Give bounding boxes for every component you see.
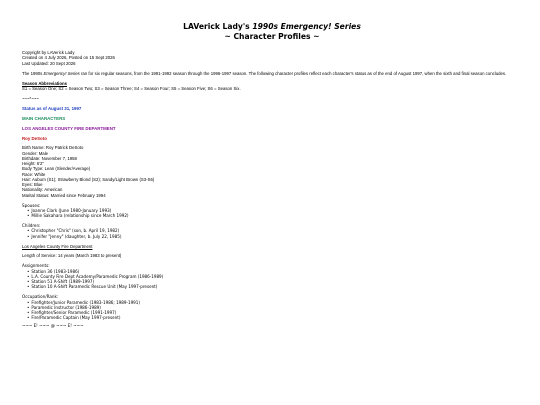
- list-item: • Station 51 A-Shift (1989-1997): [27, 279, 522, 284]
- list-item: • Christopher "Chris" (son, b. April 19, 1982): [27, 228, 522, 233]
- character-facts: [22, 145, 522, 198]
- season-abbrev-heading: Season Abbreviations: [22, 80, 67, 86]
- list-item: • Jennifer "Jenny" (daughter, b. July 22, 1985): [27, 234, 522, 239]
- fact-line: Eyes: Blue: [22, 182, 43, 188]
- character-name: Roy DeSoto: [22, 135, 47, 141]
- department-link[interactable]: Los Angeles County Fire Department: [22, 243, 93, 249]
- list-item: • Firefighter/Senior Paramedic (1991-1997): [27, 310, 522, 315]
- divider: ~~~*~~~: [22, 95, 39, 101]
- fact-line: Hair: Auburn (S1); Strawberry Blond (S2); Sandy/Light Brown (S3-S6): [22, 176, 155, 182]
- list-item: • Joanne Clark (June 1980-January 1993): [27, 208, 522, 213]
- department-heading: LOS ANGELES COUNTY FIRE DEPARTMENT: [22, 125, 116, 131]
- list-item: • Fire/Paramedic Captain (May 1997-present): [27, 315, 522, 320]
- assignments-list: [22, 269, 522, 290]
- list-item: • Station 36 (1983-1986): [27, 269, 522, 274]
- list-item: • Firefighter/Junior Paramedic (1983-1986; 1989-1991): [27, 300, 522, 305]
- list-item: • L.A. County Fire Dept Academy/Paramedic Program (1986-1989): [27, 274, 522, 279]
- fact-line: Race: White: [22, 171, 46, 177]
- created-line: Created on 4 July 2026, Posted on 15 Sept 2026: [22, 55, 115, 61]
- spouses-list: [22, 208, 522, 219]
- fact-line: Birth Name: Roy Patrick DeSoto: [22, 145, 84, 151]
- fact-line: Birthdate: November 7, 1958: [22, 155, 77, 161]
- status-heading: Status as of August 31, 1997: [22, 105, 82, 111]
- page-subtitle: ~ Character Profiles ~: [224, 31, 320, 41]
- fact-line: Nationality: American: [22, 187, 63, 193]
- occupation-label: Occupation/Rank:: [22, 294, 59, 300]
- main-characters-heading: MAIN CHARACTERS: [22, 115, 66, 121]
- fact-line: Marital Status: Married since February 1994: [22, 192, 106, 198]
- children-list: [22, 228, 522, 239]
- page-title: LAVerick Lady's 1990s Emergency! Series: [183, 22, 361, 31]
- fact-line: Height: 6'2": [22, 161, 44, 167]
- length-of-service: Length of Service: 14 years (March 1983 to present): [22, 253, 122, 259]
- intro-paragraph: The 1990s Emergency! Series ran for six regular seasons, from the 1991-1992 season through the 1996-1997 season. The following character profiles reflect each character's status as of the end of August 1997, when the sixth and final season concludes.: [22, 70, 507, 76]
- list-item: • Millie Sakahara (relationship since March 1992): [27, 213, 522, 218]
- list-item: • Paramedic Instructor (1986-1989): [27, 305, 522, 310]
- children-label: Children:: [22, 223, 41, 229]
- fact-line: Body Type: Lean (Slender/Average): [22, 166, 91, 172]
- page-content: [22, 22, 522, 328]
- occupation-list: [22, 300, 522, 321]
- copyright-line: Copyright by LAVerick Lady: [22, 50, 75, 56]
- assignments-label: Assignments:: [22, 263, 50, 269]
- spouses-label: Spouses:: [22, 202, 41, 208]
- fact-line: Gender: Male: [22, 150, 49, 156]
- list-item: • Station 10 A-Shift Paramedic Rescue Unit (May 1997-present): [27, 284, 522, 289]
- updated-line: Last Updated: 20 Sept 2026: [22, 60, 76, 66]
- divider: ~~~ E! ~~~ @ ~~~ E! ~~~: [22, 322, 84, 328]
- season-abbrev-text: S1 = Season One; S2 = Season Two; S3 = Season Three; S4 = Season Four; S5 = Season Five; S6 = Season Six.: [22, 85, 241, 91]
